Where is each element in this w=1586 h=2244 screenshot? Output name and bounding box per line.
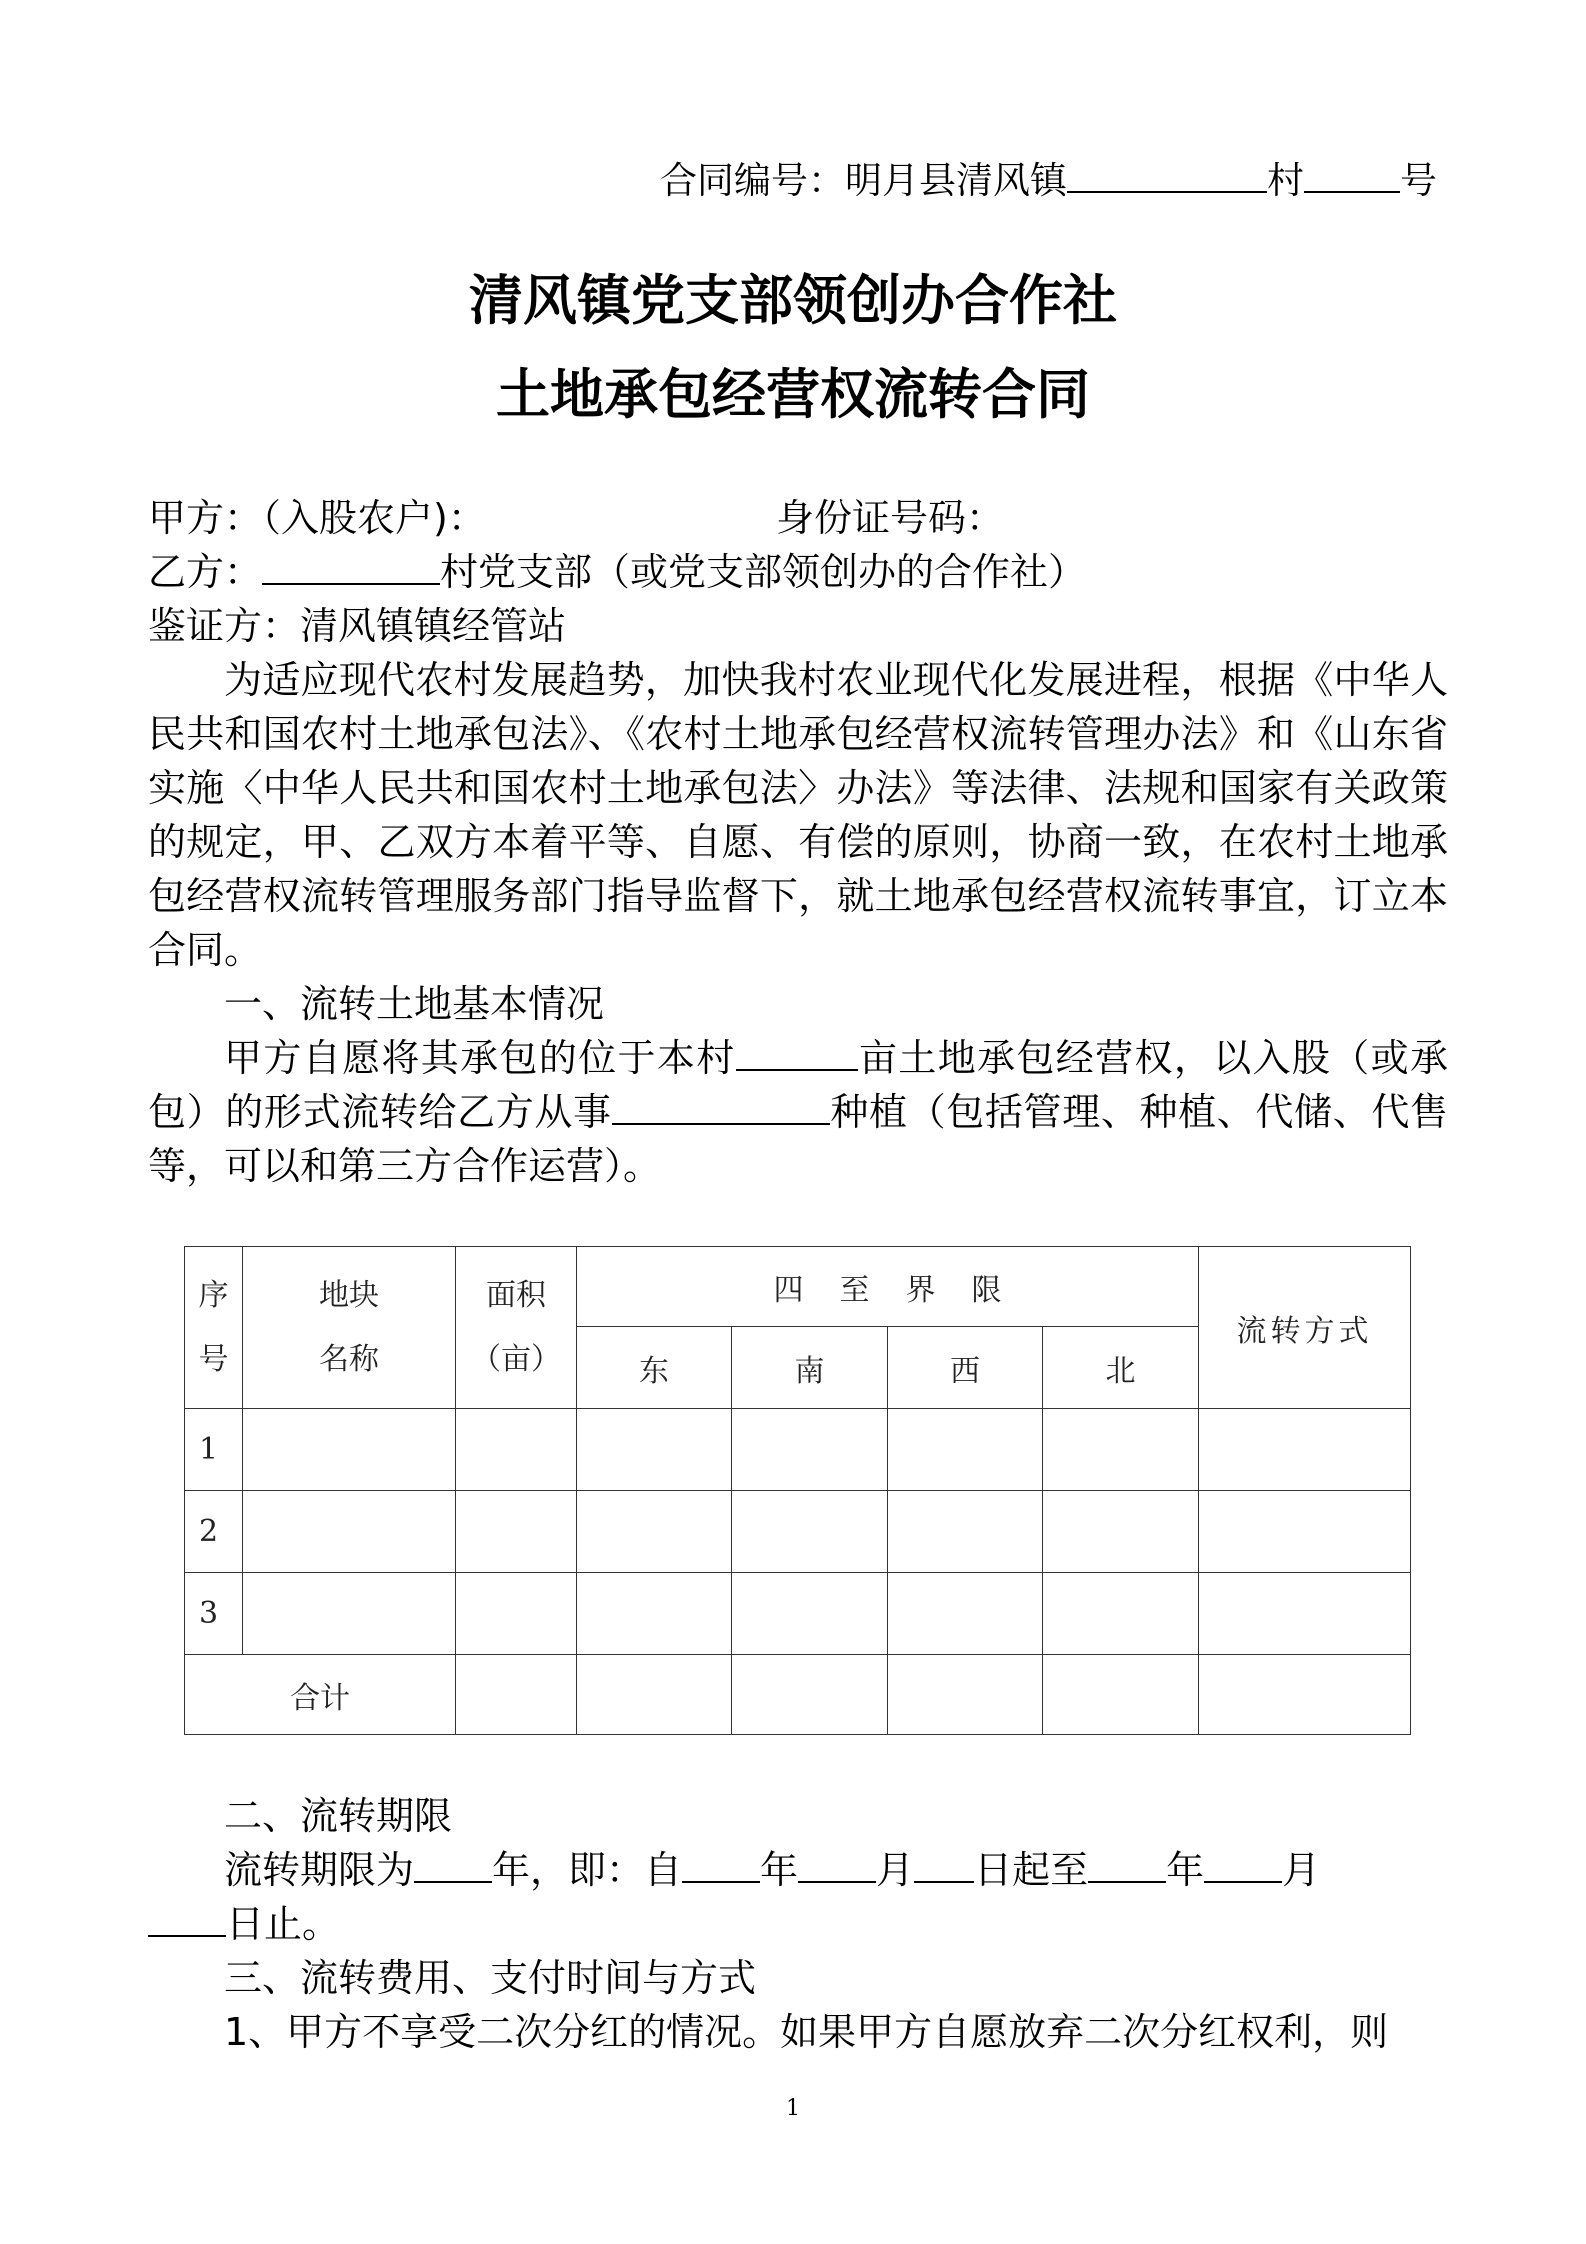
term-text-4: 月 (876, 1848, 915, 1892)
page-number: 1 (786, 2096, 800, 2121)
term-text-1: 流转期限为 (224, 1848, 415, 1892)
header-north: 北 (1043, 1327, 1199, 1409)
term-text-5: 日起至 (974, 1848, 1089, 1892)
village-blank (1067, 190, 1267, 193)
party-a-label: 甲方：（入股农户)： (148, 496, 486, 540)
header-seq: 序 号 (185, 1247, 243, 1409)
table-row (185, 1409, 1411, 1491)
start-year-blank (682, 1880, 760, 1883)
term-line (224, 1843, 1320, 1897)
section1-text-3: 种植（包括管理、种植、代储、代售等，可以和第三方合作运营）。 (148, 1090, 1448, 1188)
id-number-label: 身份证号码： (776, 496, 1005, 540)
area-blank (736, 1068, 858, 1071)
start-day-blank (914, 1880, 974, 1883)
title-line-1: 清风镇党支部领创办合作社 (469, 269, 1117, 332)
crop-blank (612, 1122, 830, 1125)
party-b-suffix: 村党支部（或党支部领创办的合作社） (440, 550, 1087, 594)
contract-number-line (660, 150, 1437, 204)
header-area: 面积 （亩） (456, 1247, 577, 1409)
contract-number-label: 合同编号：明月县清风镇 (660, 159, 1067, 202)
witness-line: 鉴证方：清风镇镇经管站 (148, 604, 567, 648)
table-total-row (185, 1655, 1411, 1735)
section1-text-1: 甲方自愿将其承包的位于本村 (224, 1036, 736, 1080)
header-transfer-method: 流转方式 (1199, 1247, 1411, 1409)
header-boundaries: 四至界限 (577, 1247, 1199, 1327)
term-text-8: 日止。 (226, 1902, 341, 1946)
header-plot-name: 地块 名称 (243, 1247, 456, 1409)
preamble-paragraph: 为适应现代农村发展趋势，加快我村农业现代化发展进程，根据《中华人民共和国农村土地承包法》、《农村土地承包经营权流转管理办法》和《山东省实施〈中华人民共和国农村土地承包法〉办法》等法律、法规和国家有关政策的规定，甲、乙双方本着平等、自愿、有偿的原则，协商一致，在农村土地承包经营权流转管理服务部门指导监督下，就土地承包经营权流转事宜，订立本合同。 (148, 658, 1448, 972)
party-b-line (148, 545, 1086, 599)
term-text-2: 年，即：自 (492, 1848, 683, 1892)
start-month-blank (798, 1880, 876, 1883)
term-text-3: 年 (760, 1848, 799, 1892)
section3-heading: 三、流转费用、支付时间与方式 (224, 1956, 757, 2000)
section1-text-2: 亩土地承包经营权，以入股（或承包）的形式流转给乙方从事 (148, 1036, 1448, 1134)
section3-item1: 1、甲方不享受二次分红的情况。如果甲方自愿放弃二次分红权利，则 (224, 2010, 1389, 2054)
row-number: 3 (185, 1573, 243, 1655)
number-blank (1304, 190, 1400, 193)
title-line-2: 土地承包经营权流转合同 (496, 363, 1090, 426)
term-text-7: 月 (1282, 1848, 1321, 1892)
table-row (185, 1573, 1411, 1655)
total-label: 合计 (185, 1655, 456, 1735)
number-suffix: 号 (1400, 159, 1437, 202)
party-b-label: 乙方： (148, 550, 263, 594)
village-suffix: 村 (1267, 159, 1304, 202)
land-info-table (184, 1246, 1411, 1735)
party-b-blank (262, 582, 440, 585)
end-day-blank (148, 1934, 226, 1937)
term-text-6: 年 (1166, 1848, 1205, 1892)
end-month-blank (1204, 1880, 1282, 1883)
table-row (185, 1491, 1411, 1573)
table-header-row-1 (185, 1247, 1411, 1327)
end-year-blank (1088, 1880, 1166, 1883)
term-line-2 (148, 1897, 340, 1951)
section2-heading: 二、流转期限 (224, 1794, 453, 1838)
header-south: 南 (732, 1327, 888, 1409)
section1-paragraph (148, 1031, 1448, 1193)
row-number: 1 (185, 1409, 243, 1491)
header-east: 东 (577, 1327, 732, 1409)
section1-heading: 一、流转土地基本情况 (224, 982, 605, 1026)
header-west: 西 (888, 1327, 1043, 1409)
term-years-blank (414, 1880, 492, 1883)
row-number: 2 (185, 1491, 243, 1573)
